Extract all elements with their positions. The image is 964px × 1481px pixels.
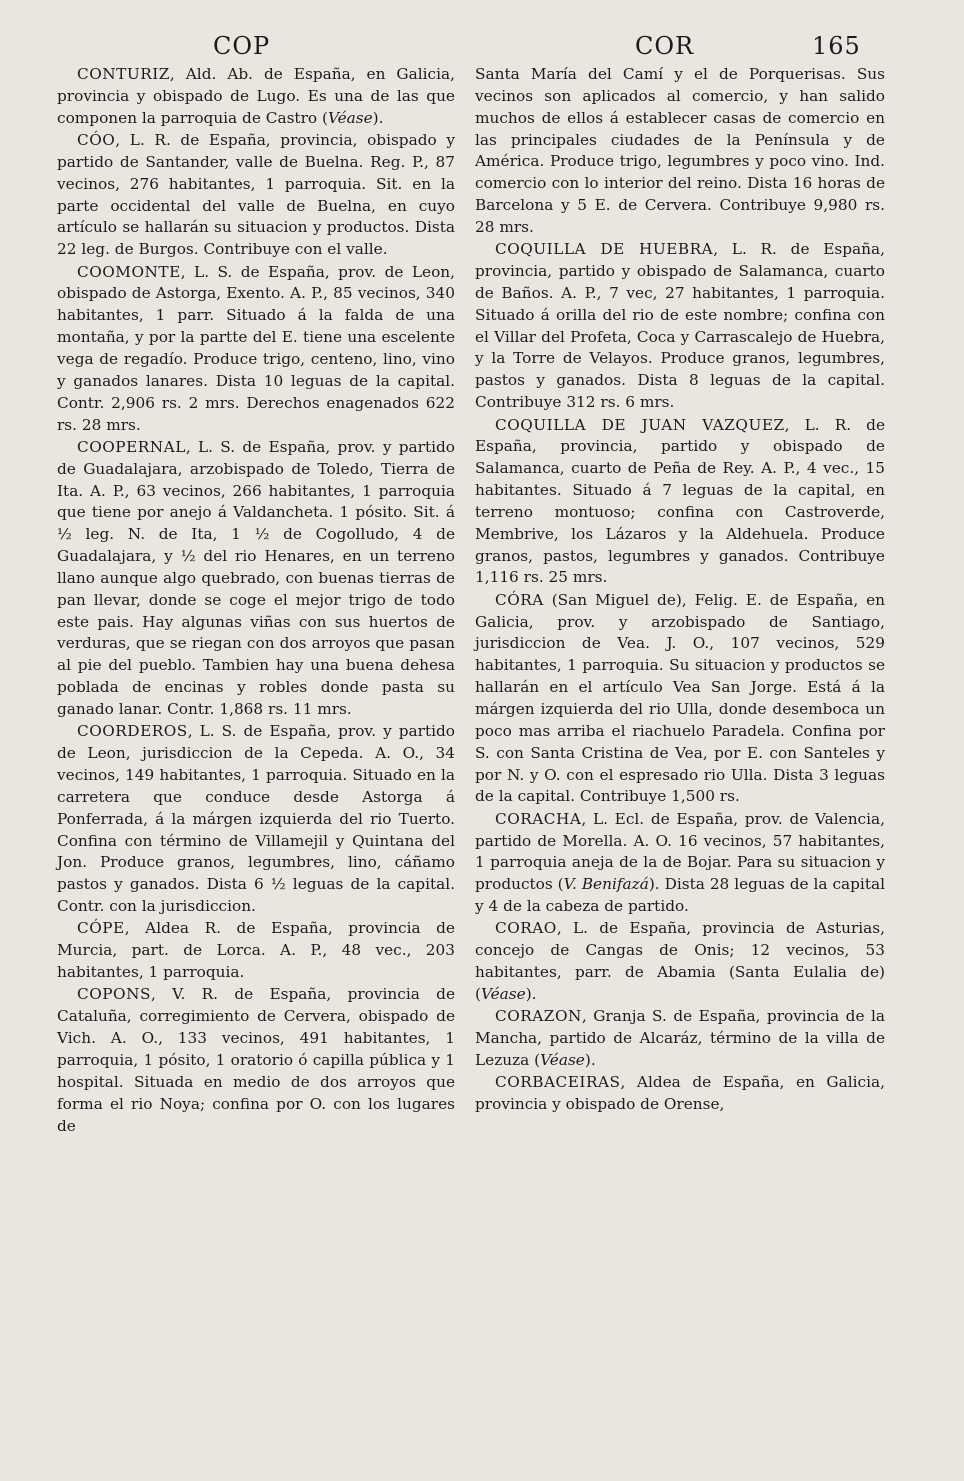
- entry-text-tail: ).: [525, 984, 537, 1003]
- entry-text: , L. R. de España, provincia, partido y obispado de Salamanca, cuarto de Peña de Rey. A. P., 4 vec., 15 habitantes. Situado á 7 leguas de la capital, en terreno montuoso; confina con Castroverde, Membrive, los Lázaros y la Aldehuela. Produce granos, pastos, legumbres y ganados. Contribuye 1,116 rs. 25 mrs.: [475, 415, 885, 587]
- entry-text: , V. R. de España, provincia de Cataluña, corregimiento de Cervera, obispado de Vich. A. O., 133 vecinos, 491 habitantes, 1 parroquia, 1 pósito, 1 oratorio ó capilla pública y 1 hospital. Situada en medio de dos arroyos que forma el rio Noya; confina por O. con los lugares de: [57, 985, 455, 1135]
- entry-headword: COORDEROS: [77, 722, 188, 741]
- entry-copons-continued: [475, 64, 885, 239]
- entry-headword: COQUILLA DE HUEBRA: [495, 240, 714, 259]
- right-column: [475, 64, 885, 1117]
- entry-text: , Granja S. de España, provincia de la Mancha, partido de Alcaráz, término de la villa de Lezuza (: [475, 1007, 885, 1069]
- entry-coorderos: [57, 721, 455, 918]
- entry-text: Santa María del Camí y el de Porquerisas. Sus vecinos son aplicados al comercio, y han salido muchos de ellos á establecer casas de comercio en las principales ciudades de la Península y de América. Produce trigo, legumbres y poco vino. Ind. comercio con lo interior del reino. Dista 16 horas de Barcelona y 5 E. de Cervera. Contribuye 9,980 rs. 28 mrs.: [475, 65, 885, 236]
- entry-corao: [475, 918, 885, 1005]
- entry-headword: CORBACEIRAS: [495, 1073, 621, 1092]
- entry-headword: COQUILLA DE JUAN VAZQUEZ: [495, 415, 785, 434]
- entry-coo: [57, 130, 455, 261]
- entry-text: , L. R. de España, provincia, obispado y partido de Santander, valle de Buelna. Reg. P., 87 vecinos, 276 habitantes, 1 parroquia. Sit. en la parte occidental del valle de Buelna, en cuyo artículo se hallarán su situacion y productos. Dista 22 leg. de Burgos. Contribuye con el valle.: [57, 131, 455, 259]
- entry-text-tail: ). Dista 28 leguas de la capital y 4 de la cabeza de partido.: [475, 875, 885, 916]
- entry-reference: Véase: [480, 984, 526, 1003]
- entry-text-tail: ).: [584, 1050, 596, 1069]
- entry-reference: Véase: [327, 108, 373, 127]
- entry-headword: CÓPE: [77, 919, 125, 938]
- entry-coquilla-de-huebra: [475, 239, 885, 414]
- entry-text: , Ald. Ab. de España, en Galicia, provincia y obispado de Lugo. Es una de las que componen la parroquia de Castro (: [57, 65, 455, 127]
- entry-copons: [57, 984, 455, 1137]
- entry-text: , L. R. de España, provincia, partido y obispado de Salamanca, cuarto de Baños. A. P., 7 vec, 27 habitantes, 1 parroquia. Situado á orilla del rio de este nombre; confina con el Villar del Profeta, Coca y Carrascalejo de Huebra, y la Torre de Velayos. Produce granos, legumbres, pastos y ganados. Dista 8 leguas de la capital. Contribuye 312 rs. 6 mrs.: [475, 240, 885, 412]
- entry-text: , Aldea R. de España, provincia de Murcia, part. de Lorca. A. P., 48 vec., 203 habitantes, 1 parroquia.: [57, 919, 455, 982]
- left-running-head: COP: [213, 32, 271, 60]
- entry-headword: COOPERNAL: [77, 437, 186, 456]
- entry-corazon: [475, 1006, 885, 1072]
- entry-conturiz: [57, 64, 455, 130]
- entry-cora: [475, 590, 885, 808]
- entry-headword: CORAO: [495, 919, 557, 938]
- page-number: 165: [812, 32, 861, 60]
- entry-text: , L. de España, provincia de Asturias, concejo de Cangas de Onis; 12 vecinos, 53 habitantes, parr. de Abamia (Santa Eulalia de) (: [475, 919, 885, 1003]
- entry-corbaceiras: [475, 1072, 885, 1116]
- entry-cope: [57, 918, 455, 984]
- entry-reference: V. Benifazá: [563, 875, 649, 894]
- entry-text: , Aldea de España, en Galicia, provincia y obispado de Orense,: [475, 1073, 885, 1114]
- entry-text: , L. S. de España, prov. y partido de Leon, jurisdiccion de la Cepeda. A. O., 34 vecinos, 149 habitantes, 1 parroquia. Situado en la carretera que conduce desde Astorga á Ponferrada, á la márgen izquierda del rio Tuerto. Confina con término de Villamejil y Quintana del Jon. Produce granos, legumbres, lino, cáñamo pastos y ganados. Dista 6 ½ leguas de la capital. Contr. con la jurisdiccion.: [57, 722, 455, 916]
- entry-headword: CÓRA: [495, 590, 544, 609]
- entry-text: (San Miguel de), Felig. E. de España, en Galicia, prov. y arzobispado de Santiago, jurisdiccion de Vea. J. O., 107 vecinos, 529 habitantes, 1 parroquia. Su situacion y productos se hallarán en el artículo Vea San Jorge. Está á la márgen izquierda del rio Ulla, donde desemboca un poco mas arriba el riachuelo Paradela. Confina por S. con Santa Cristina de Vea, por E. con Santeles y por N. y O. con el espresado rio Ulla. Dista 3 leguas de la capital. Contribuye 1,500 rs.: [475, 590, 885, 806]
- entry-coquilla-de-juan-vazquez: [475, 415, 885, 590]
- entry-text: , L. S. de España, prov. y partido de Guadalajara, arzobispado de Toledo, Tierra de Ita. A. P., 63 vecinos, 266 habitantes, 1 parroquia que tiene por anejo á Valdancheta. 1 pósito. Sit. á ½ leg. N. de Ita, 1 ½ de Cogolludo, 4 de Guadalajara, y ½ del rio Henares, en un terreno llano aunque algo quebrado, con buenas tierras de pan llevar, donde se coge el mejor trigo de todo este pais. Hay algunas viñas con sus huertos de verduras, que se riegan con dos arroyos que pasan al pie del pueblo. Tambien hay una buena dehesa poblada de encinas y robles donde pasta su ganado lanar. Contr. 1,868 rs. 11 mrs.: [57, 437, 455, 718]
- entry-text: , L. Ecl. de España, prov. de Valencia, partido de Morella. A. O. 16 vecinos, 57 habitantes, 1 parroquia aneja de la de Bojar. Para su situacion y productos (: [475, 809, 885, 894]
- right-running-head: COR: [635, 32, 695, 60]
- entry-text-tail: ).: [372, 108, 384, 127]
- entry-headword: CONTURIZ: [77, 65, 170, 83]
- entry-text: , L. S. de España, prov. de Leon, obispado de Astorga, Exento. A. P., 85 vecinos, 340 habitantes, 1 parr. Situado á la falda de una montaña, y por la partte del E. tiene una escelente vega de regadío. Produce trigo, centeno, lino, vino y ganados lanares. Dista 10 leguas de la capital. Contr. 2,906 rs. 2 mrs. Derechos enagenados 622 rs. 28 mrs.: [57, 262, 455, 434]
- running-header: [0, 32, 964, 68]
- left-column: [57, 64, 455, 1138]
- entry-headword: COPONS: [77, 985, 151, 1004]
- entry-reference: Véase: [540, 1050, 585, 1069]
- entry-headword: CORAZON: [495, 1007, 582, 1026]
- entry-headword: CORACHA: [495, 809, 582, 828]
- entry-headword: CÓO: [77, 131, 116, 150]
- entry-coopernal: [57, 437, 455, 721]
- entry-coomonte: [57, 262, 455, 437]
- entry-coracha: [475, 809, 885, 918]
- entry-headword: COOMONTE: [77, 262, 181, 281]
